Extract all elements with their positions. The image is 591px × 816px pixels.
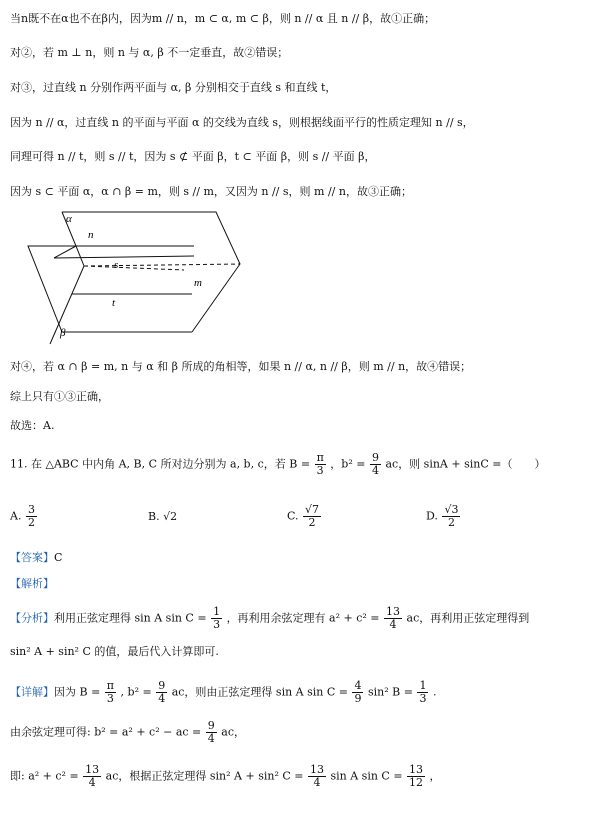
label-m: m <box>194 277 202 289</box>
label-alpha: α <box>66 213 72 225</box>
solution-line-5: 同理可得 n // t，则 s // t，因为 s ⊄ 平面 β，t ⊂ 平面 β，则 s // 平面 β， <box>10 150 376 163</box>
option-b: B. √2 <box>148 510 178 523</box>
label-beta: β <box>60 327 66 339</box>
solution-line-6: 因为 s ⊂ 平面 α，α ∩ β = m，则 s // m，又因为 n // s，则 m // n，故③正确； <box>10 185 412 198</box>
solution-line-9: 故选：A. <box>10 419 55 432</box>
answer-line: 【答案】C <box>10 551 63 564</box>
detail-line-2: 由余弦定理可得: b² = a² + c² − ac = $\frac{9}{4}$ ac， <box>10 719 245 745</box>
solution-line-2: 对②，若 m ⊥ n，则 n 与 α, β 不一定垂直，故②错误； <box>10 46 289 59</box>
analysis-line-2: sin² A + sin² C 的值，最后代入计算即可. <box>10 645 219 658</box>
option-d: D. $\frac{√3}{2}$ <box>426 503 459 529</box>
solution-line-3: 对③，过直线 n 分别作两平面与 α, β 分别相交于直线 s 和直线 t， <box>10 81 337 94</box>
solution-line-4: 因为 n // α，过直线 n 的平面与平面 α 的交线为直线 s，则根据线面平行的性质定理知 n // s， <box>10 116 474 129</box>
label-s: s <box>114 259 119 271</box>
analysis-heading: 【解析】 <box>10 577 54 590</box>
detail-line-3: 即: a² + c² = $\frac{13}{4}$ ac，根据正弦定理得 sin² A + sin² C = $\frac{13}{4}$ sin A sin C = $\frac{13}{12}$ ， <box>10 763 441 789</box>
detail-line-1: 【详解】因为 B = $\frac{\pi}{3}$ , b² = $\frac{9}{4}$ ac，则由正弦定理得 sin A sin C = $\frac{4}{9}$ sin² B = $\frac{1}{3}$ . <box>10 679 437 705</box>
label-n: n <box>88 229 94 241</box>
label-t: t <box>112 297 116 309</box>
analysis-line-1: 【分析】利用正弦定理得 sin A sin C = $\frac{1}{3}$ ，再利用余弦定理有 a² + c² = $\frac{13}{4}$ ac，再利用正弦定理得到 <box>10 605 530 631</box>
solution-line-1: 当n既不在α也不在β内，因为m // n，m ⊂ α, m ⊂ β，则 n // α 且 n // β，故①正确； <box>10 12 436 25</box>
planes-figure <box>14 208 250 348</box>
option-c: C. $\frac{√7}{2}$ <box>287 503 320 529</box>
option-a: A. $\frac{3}{2}$ <box>10 503 35 529</box>
question-11: 11. 在 △ABC 中内角 A, B, C 所对边分别为 a, b, c，若 B = $\frac{\pi}{3}$ ，b² = $\frac{9}{4}$ ac，则 sinA + sinC =（ ） <box>10 451 546 477</box>
solution-line-8: 综上只有①③正确， <box>10 390 109 403</box>
solution-line-7: 对④，若 α ∩ β = m, n 与 α 和 β 所成的角相等，如果 n // α, n // β，则 m // n，故④错误； <box>10 360 472 373</box>
